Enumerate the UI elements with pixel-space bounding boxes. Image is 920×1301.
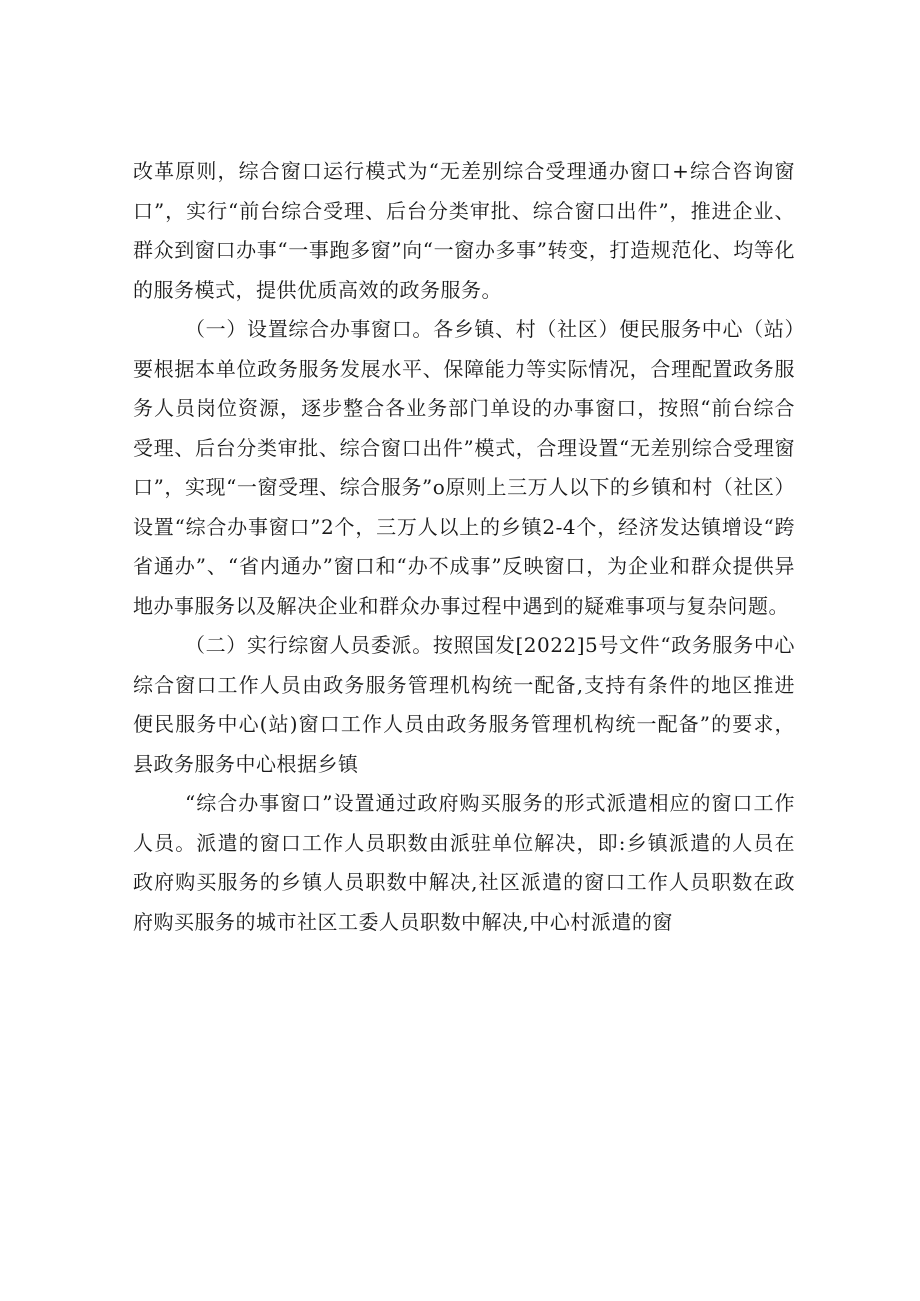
- paragraph-reform-principle: 改革原则，综合窗口运行模式为“无差别综合受理通办窗口+综合咨询窗口”，实行“前台综合受理、后台分类审批、综合窗口出件”，推进企业、群众到窗口办事“一事跑多窗”向“一窗办多事”转变，打造规范化、均等化的服务模式，提供优质高效的政务服务。: [133, 159, 795, 302]
- document-body: [133, 152, 795, 942]
- paragraph-window-staffing: “综合办事窗口”设置通过政府购买服务的形式派遣相应的窗口工作人员。派遣的窗口工作人员职数由派驻单位解决，即:乡镇派遣的人员在政府购买服务的乡镇人员职数中解决,社区派遣的窗口工作人员职数在政府购买服务的城市社区工委人员职数中解决,中心村派遣的窗: [133, 791, 795, 934]
- paragraph-comprehensive-window: （一）设置综合办事窗口。各乡镇、村（社区）便民服务中心（站）要根据本单位政务服务发展水平、保障能力等实际情况，合理配置政务服务人员岗位资源，逐步整合各业务部门单设的办事窗口，按照“前台综合受理、后台分类审批、综合窗口出件”模式，合理设置“无差别综合受理窗口”，实现“一窗受理、综合服务”o原则上三万人以下的乡镇和村（社区）设置“综合办事窗口”2个，三万人以上的乡镇2-4个，经济发达镇增设“跨省通办”、“省内通办”窗口和“办不成事”反映窗口，为企业和群众提供异地办事服务以及解决企业和群众办事过程中遇到的疑难事项与复杂问题。: [133, 317, 795, 618]
- paragraph-staff-assignment: （二）实行综窗人员委派。按照国发[2022]5号文件“政务服务中心综合窗口工作人员由政务服务管理机构统一配备,支持有条件的地区推进便民服务中心(站)窗口工作人员由政务服务管理机构统一配备”的要求，县政务服务中心根据乡镇: [133, 633, 795, 776]
